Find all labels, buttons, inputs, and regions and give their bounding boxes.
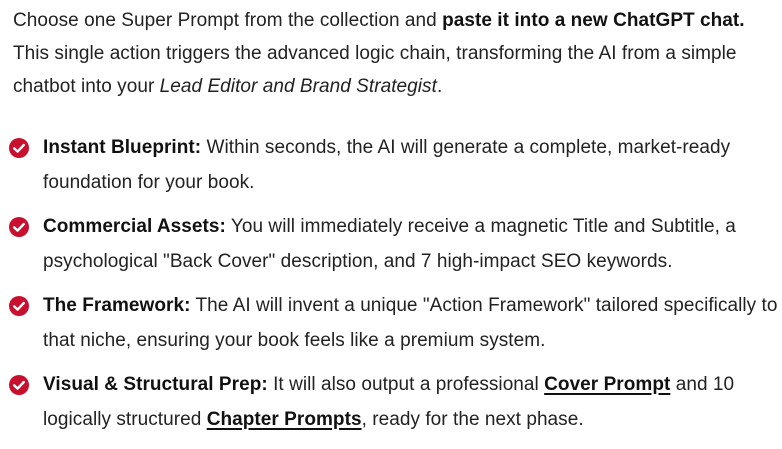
intro-italic-text: Lead Editor and Brand Strategist bbox=[159, 76, 437, 97]
bullet-text: Within seconds, the AI will generate a complete, market-ready foundation for your book. bbox=[43, 137, 731, 193]
list-item-visual-structural-prep bbox=[13, 367, 782, 437]
bullet-text: It will also output a professional bbox=[267, 374, 545, 395]
bullet-text: and 10 logically structured bbox=[43, 374, 735, 430]
chapter-prompts-link[interactable]: Chapter Prompts bbox=[206, 409, 362, 430]
intro-text-1: Choose one Super Prompt from the collection and bbox=[13, 10, 443, 31]
list-item-instant-blueprint bbox=[13, 130, 782, 200]
intro-text-3: . bbox=[436, 76, 443, 97]
check-circle-icon bbox=[9, 138, 29, 158]
check-circle-icon bbox=[9, 217, 29, 237]
bullet-title: Instant Blueprint: bbox=[43, 137, 202, 158]
bullet-text: The AI will invent a unique "Action Framework" tailored specifically to that niche, ensuring your book feels like a premium system. bbox=[43, 295, 778, 351]
bullet-text: You will immediately receive a magnetic Title and Subtitle, a psychological "Back Cover" description, and 7 high-impact SEO keywords. bbox=[43, 216, 736, 272]
check-circle-icon bbox=[9, 375, 29, 395]
list-item-commercial-assets bbox=[13, 209, 782, 279]
benefits-list bbox=[13, 130, 782, 437]
intro-bold-text: paste it into a new ChatGPT chat. bbox=[442, 10, 745, 31]
bullet-title: Commercial Assets: bbox=[43, 216, 226, 237]
check-circle-icon bbox=[9, 296, 29, 316]
cover-prompt-link[interactable]: Cover Prompt bbox=[544, 374, 671, 395]
intro-paragraph bbox=[13, 4, 773, 103]
bullet-title: Visual & Structural Prep: bbox=[43, 374, 268, 395]
list-item-the-framework bbox=[13, 288, 782, 358]
bullet-text: , ready for the next phase. bbox=[361, 409, 584, 430]
intro-text-2: This single action triggers the advanced logic chain, transforming the AI from a simple chatbot into your bbox=[13, 43, 737, 97]
bullet-title: The Framework: bbox=[43, 295, 191, 316]
